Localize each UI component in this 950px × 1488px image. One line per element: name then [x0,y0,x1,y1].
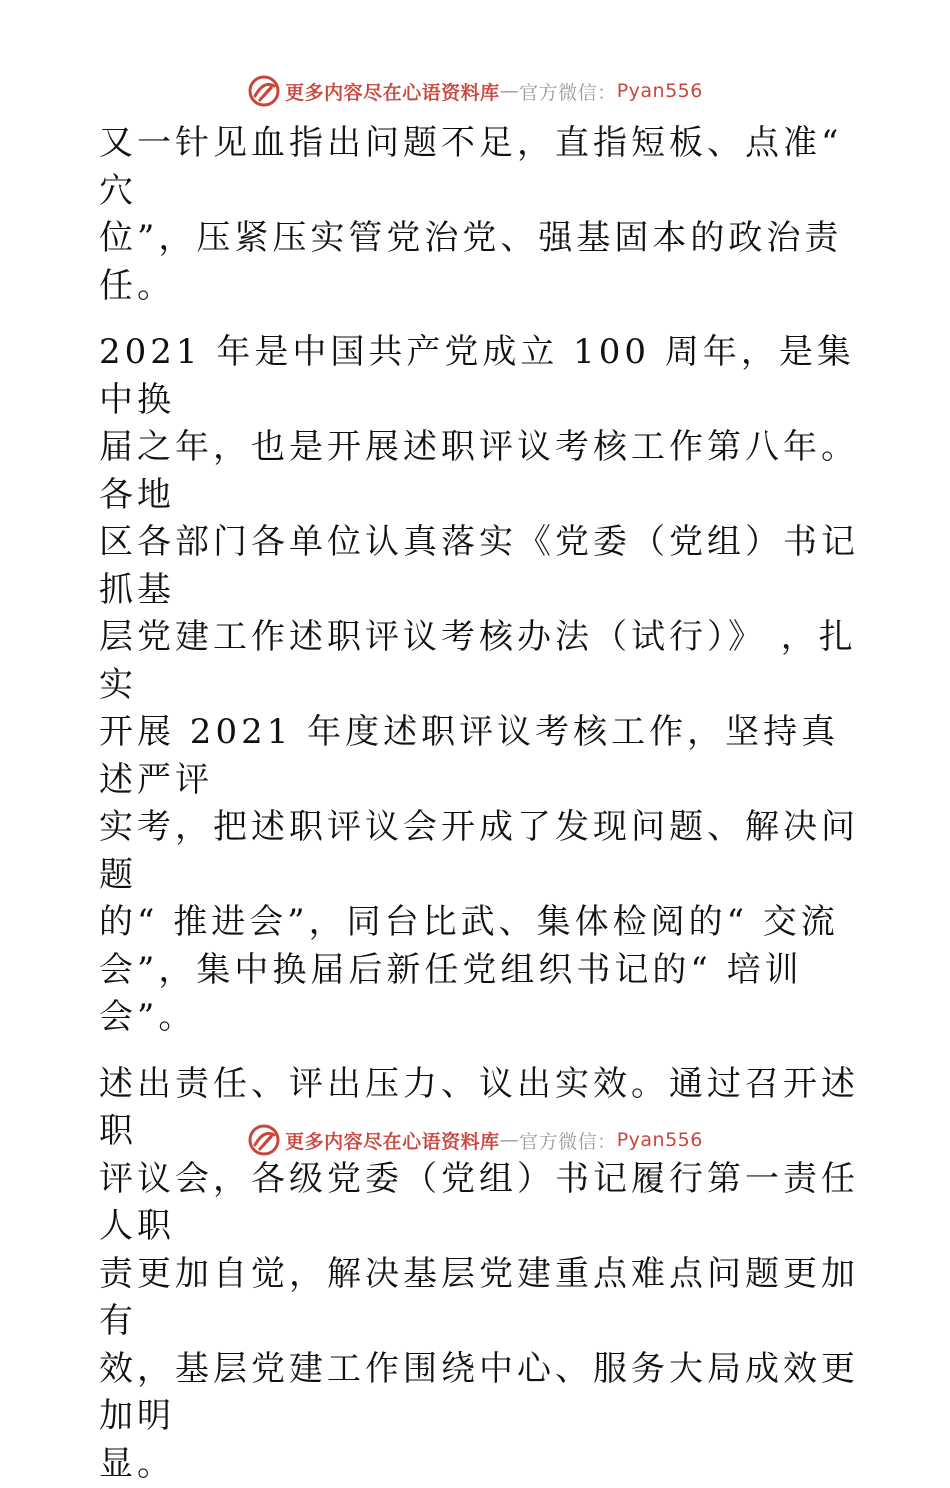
watermark-wechat-id: Pyan556 [617,1129,703,1151]
header-watermark [0,74,950,108]
watermark-wechat-label: 官方微信： [519,1127,617,1154]
paragraph-3: 述出责任、评出压力、议出实效。通过召开述职 评议会，各级党委（党组）书记履行第一责任人职 责更加自觉，解决基层党建重点难点问题更加有 效，基层党建工作围绕中心、服务大局成效更加明 显。 [99,1061,859,1488]
watermark-separator: — [500,1129,520,1151]
watermark-wechat-id: Pyan556 [617,80,703,102]
document-body [99,120,859,1488]
footer-watermark [0,1123,950,1157]
watermark-main-text: 更多内容尽在心语资料库 [285,1127,500,1154]
paragraph-2: 2021 年是中国共产党成立 100 周年，是集中换 届之年，也是开展述职评议考核工作第八年。各地 区各部门各单位认真落实《党委（党组）书记抓基 层党建工作述职评议考核办法（试行）》 ，扎实 开展 2021 年度述职评议考核工作，坚持真述严评 实考，把述职评议会开成了发现问题、解决问题 的“ 推进会”，同台比武、集体检阅的“ 交流 会”，集中换届后新任党组织书记的“ 培训 会”。 [99,329,859,1042]
watermark-main-text: 更多内容尽在心语资料库 [285,78,500,105]
paragraph-1: 又一针见血指出问题不足，直指短板、点准“ 穴 位”，压紧压实管党治党、强基固本的政治责任。 [99,120,859,310]
watermark-wechat-label: 官方微信： [519,78,617,105]
brand-logo-icon [247,74,281,108]
watermark-separator: — [500,80,520,102]
brand-logo-icon [247,1123,281,1157]
